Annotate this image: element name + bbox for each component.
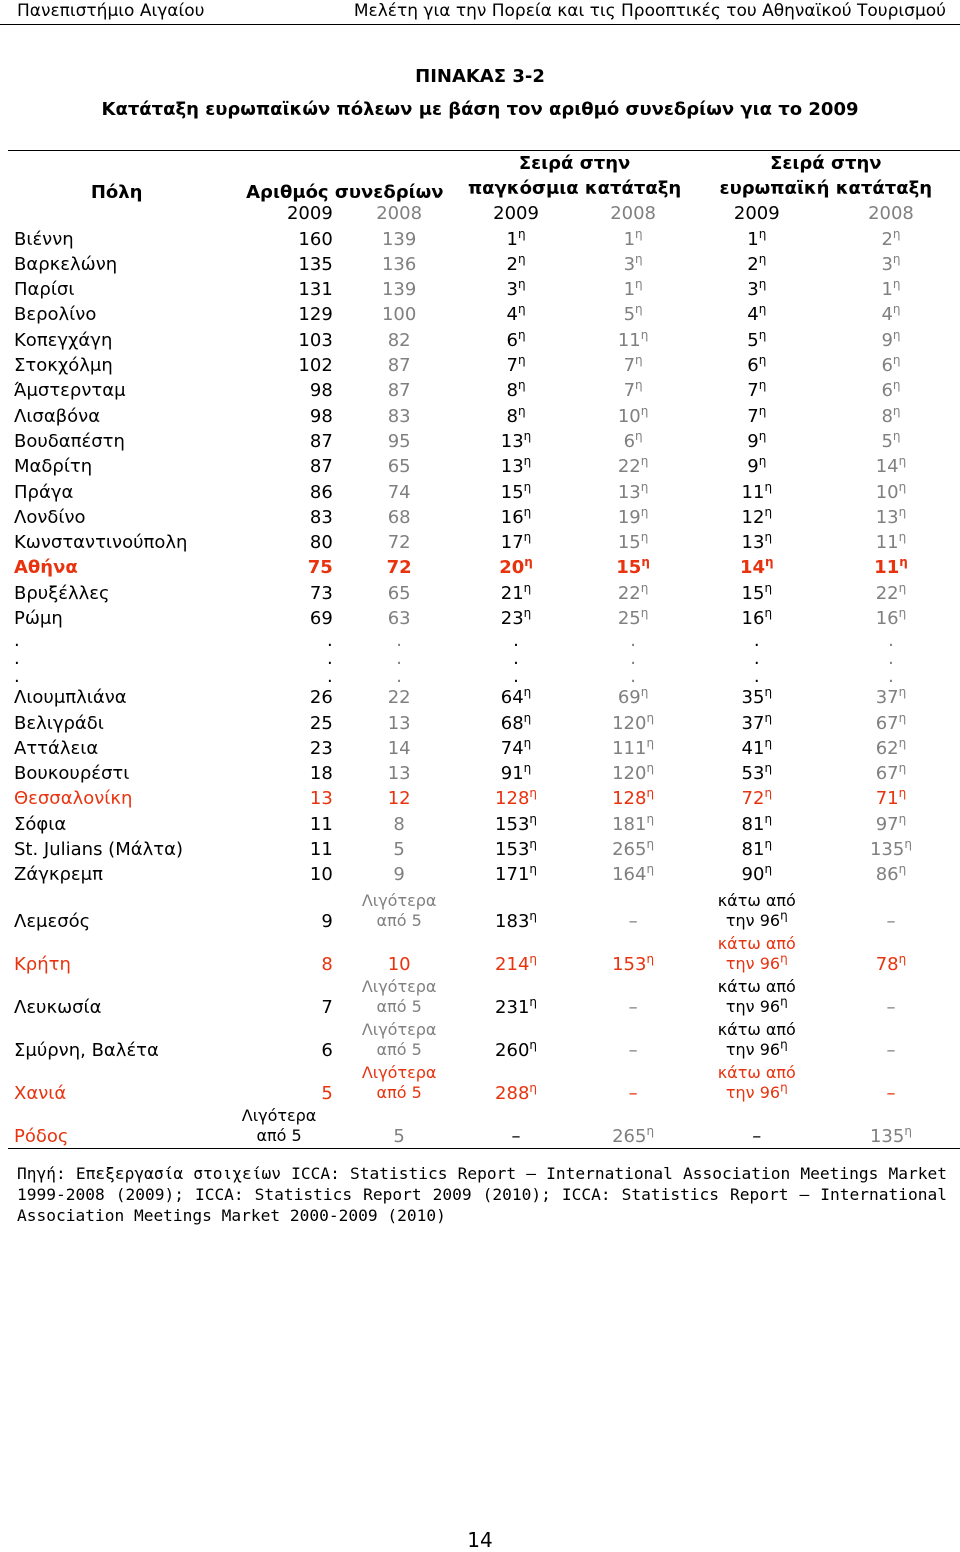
world-rank-2009: $171^\eta$ — [495, 862, 538, 886]
table-row — [8, 328, 960, 353]
city-name: Βελιγράδι — [14, 712, 104, 734]
world-rank-2009: $153^\eta$ — [495, 837, 538, 861]
running-header — [0, 0, 960, 25]
europe-rank-2009: $7^\eta$ — [747, 403, 767, 427]
world-rank-2009: $260^\eta$ — [495, 1038, 538, 1062]
city-name: Αττάλεια — [14, 737, 99, 759]
europe-rank-2008: $4^\eta$ — [881, 302, 901, 326]
count-2009: 5 — [321, 1083, 333, 1105]
europe-rank-2009: $12^\eta$ — [741, 504, 773, 528]
count-2009: 7 — [321, 997, 333, 1019]
europe-rank-2009: κάτω από την $96^\eta$ — [717, 891, 796, 931]
page-number: 14 — [467, 1528, 493, 1552]
table-row — [8, 863, 960, 888]
ellipsis-row — [8, 632, 960, 650]
city-name: Λιουμπλιάνα — [14, 687, 127, 709]
europe-rank-2008: $37^\eta$ — [875, 685, 907, 709]
europe-rank-2008: $62^\eta$ — [875, 735, 907, 759]
world-rank-2009: $4^\eta$ — [506, 302, 526, 326]
world-rank-2009: $13^\eta$ — [500, 428, 532, 452]
ellipsis-dot: . — [888, 629, 894, 651]
table-row — [8, 530, 960, 555]
city-name: Βουδαπέστη — [14, 430, 125, 452]
ellipsis-dot: . — [327, 647, 333, 669]
europe-rank-2008: $6^\eta$ — [881, 353, 901, 377]
count-2008: 22 — [387, 687, 411, 709]
world-rank-2008: $7^\eta$ — [623, 378, 643, 402]
table-row — [8, 606, 960, 631]
ellipsis-dot: . — [753, 629, 760, 651]
count-2008: 74 — [387, 481, 411, 503]
world-rank-2009: $21^\eta$ — [500, 580, 532, 604]
world-rank-2008: $22^\eta$ — [617, 580, 649, 604]
city-name: Στοκχόλμη — [14, 355, 113, 377]
world-rank-2009: $20^\eta$ — [499, 555, 533, 579]
europe-rank-2009: $13^\eta$ — [741, 530, 773, 554]
count-2008: 5 — [393, 1126, 405, 1148]
count-2008: 83 — [387, 405, 411, 427]
europe-rank-2009: $3^\eta$ — [747, 277, 767, 301]
count-2009: 98 — [309, 380, 333, 402]
europe-rank-2008: $11^\eta$ — [874, 555, 908, 579]
world-rank-2009: $128^\eta$ — [495, 786, 538, 810]
world-rank-2008: – — [628, 997, 638, 1019]
world-rank-2009: $214^\eta$ — [495, 952, 538, 976]
table-row — [8, 787, 960, 812]
table-row — [8, 581, 960, 606]
world-rank-2008: $111^\eta$ — [612, 735, 655, 759]
city-name: Ρόδος — [14, 1126, 69, 1148]
world-rank-2008: $1^\eta$ — [623, 277, 643, 301]
count-2009: 11 — [309, 813, 333, 835]
world-rank-2009: $7^\eta$ — [506, 353, 526, 377]
world-rank-2008: $10^\eta$ — [617, 403, 649, 427]
table-row — [8, 303, 960, 328]
world-rank-2009: $16^\eta$ — [500, 504, 532, 528]
europe-rank-2009: $81^\eta$ — [741, 811, 773, 835]
count-2008: 13 — [387, 712, 411, 734]
world-rank-2009: $6^\eta$ — [506, 327, 526, 351]
europe-rank-2009: $90^\eta$ — [741, 862, 773, 886]
world-rank-2009: $13^\eta$ — [500, 454, 532, 478]
europe-rank-2008: $86^\eta$ — [875, 862, 907, 886]
table-row — [8, 837, 960, 862]
count-2009: 160 — [298, 228, 333, 250]
count-2008: Λιγότερα από 5 — [361, 891, 437, 931]
europe-rank-2009: $14^\eta$ — [739, 555, 774, 579]
europe-rank-2008: $135^\eta$ — [869, 1124, 912, 1148]
europe-rank-2008: $10^\eta$ — [875, 479, 907, 503]
table-row — [8, 888, 960, 931]
count-2009: 18 — [309, 763, 333, 785]
europe-rank-2008: $1^\eta$ — [881, 277, 901, 301]
count-2008: Λιγότερα από 5 — [361, 1063, 437, 1103]
count-2009: 69 — [309, 607, 333, 629]
table-row — [8, 1103, 960, 1146]
city-name: Λευκωσία — [14, 997, 102, 1019]
ellipsis-dot: . — [327, 665, 333, 687]
count-2009: 75 — [307, 557, 333, 579]
city-name: Βιέννη — [14, 228, 74, 250]
city-name: Βρυξέλλες — [14, 582, 110, 604]
table-title: ΠΙΝΑΚΑΣ 3-2 — [415, 66, 545, 87]
count-2008: 65 — [387, 582, 411, 604]
count-2008: 72 — [386, 557, 412, 579]
ellipsis-row — [8, 650, 960, 668]
world-rank-2008: $3^\eta$ — [623, 251, 643, 275]
count-2008: Λιγότερα από 5 — [361, 977, 437, 1017]
ellipsis-dot: . — [753, 647, 760, 669]
europe-rank-2008: $78^\eta$ — [875, 952, 907, 976]
city-name: Σόφια — [14, 813, 67, 835]
count-2009: 87 — [309, 430, 333, 452]
table-row — [8, 353, 960, 378]
europe-rank-2008: – — [886, 997, 896, 1019]
europe-rank-2008: $97^\eta$ — [875, 811, 907, 835]
world-rank-2008: $128^\eta$ — [612, 786, 655, 810]
count-2008: 95 — [387, 430, 411, 452]
world-rank-2009: $8^\eta$ — [506, 403, 526, 427]
ellipsis-row — [8, 668, 960, 686]
ellipsis-dot: . — [888, 665, 894, 687]
table-row — [8, 931, 960, 974]
count-2008: 68 — [387, 506, 411, 528]
europe-rank-2008: $9^\eta$ — [881, 327, 901, 351]
ellipsis-dot: . — [630, 665, 636, 687]
europe-rank-2009: $72^\eta$ — [741, 786, 773, 810]
table-row — [8, 736, 960, 761]
header-left: Πανεπιστήμιο Αιγαίου — [17, 1, 205, 21]
table-row — [8, 974, 960, 1017]
table-row — [8, 480, 960, 505]
world-rank-2009: $17^\eta$ — [500, 530, 532, 554]
world-rank-2009: $68^\eta$ — [500, 710, 532, 734]
world-rank-2009: $231^\eta$ — [495, 995, 538, 1019]
world-rank-2009: $23^\eta$ — [500, 605, 532, 629]
ellipsis-dot: . — [513, 629, 519, 651]
year-2009-europe: 2009 — [733, 203, 780, 225]
count-2009: 10 — [309, 864, 333, 886]
europe-rank-2009: $35^\eta$ — [741, 685, 773, 709]
year-2008-europe: 2008 — [868, 203, 914, 225]
year-2008-world: 2008 — [610, 203, 656, 225]
europe-rank-2009: κάτω από την $96^\eta$ — [717, 977, 796, 1017]
ellipsis-dot: . — [396, 647, 402, 669]
europe-rank-2009: $2^\eta$ — [747, 251, 767, 275]
europe-rank-2009: κάτω από την $96^\eta$ — [717, 934, 796, 974]
world-rank-2008: $15^\eta$ — [616, 555, 650, 579]
europe-rank-2009: κάτω από την $96^\eta$ — [717, 1020, 796, 1060]
count-2008: 12 — [387, 788, 411, 810]
table-row — [8, 379, 960, 404]
europe-rank-2008: – — [886, 911, 896, 933]
col-count: Αριθμός συνεδρίων — [246, 181, 444, 203]
year-2009-count: 2009 — [286, 203, 333, 225]
city-name: Βερολίνο — [14, 304, 97, 326]
world-rank-2008: $153^\eta$ — [612, 952, 655, 976]
europe-rank-2009: $9^\eta$ — [747, 454, 767, 478]
world-rank-2009: $1^\eta$ — [506, 226, 526, 250]
europe-rank-2008: $14^\eta$ — [875, 454, 907, 478]
city-name: Παρίσι — [14, 279, 75, 301]
col-europe-1: Σειρά στην — [770, 152, 882, 174]
count-2009: 73 — [309, 582, 333, 604]
europe-rank-2009: $53^\eta$ — [741, 761, 773, 785]
count-2009: 6 — [321, 1040, 333, 1062]
count-2009: 131 — [298, 279, 333, 301]
europe-rank-2008: $135^\eta$ — [869, 837, 912, 861]
world-rank-2009: $153^\eta$ — [495, 811, 538, 835]
world-rank-2008: $13^\eta$ — [617, 479, 649, 503]
world-rank-2008: – — [628, 1040, 638, 1062]
table-row — [8, 1017, 960, 1060]
world-rank-2008: $1^\eta$ — [623, 226, 643, 250]
table-subtitle: Κατάταξη ευρωπαϊκών πόλεων με βάση τον αριθμό συνεδρίων για το 2009 — [101, 99, 859, 120]
count-2008: 65 — [387, 456, 411, 478]
count-2009: 86 — [309, 481, 333, 503]
ellipsis-dot: . — [888, 647, 894, 669]
year-2009-world: 2009 — [493, 203, 539, 225]
city-name: Βουκουρέστι — [14, 763, 130, 785]
world-rank-2008: $19^\eta$ — [617, 504, 649, 528]
table-row — [8, 404, 960, 429]
count-2008: 87 — [387, 380, 411, 402]
europe-rank-2008: – — [886, 1040, 896, 1062]
count-2009: 13 — [309, 788, 333, 810]
europe-rank-2009: $81^\eta$ — [741, 837, 773, 861]
europe-rank-2008: $6^\eta$ — [881, 378, 901, 402]
count-2009: 102 — [298, 355, 333, 377]
europe-rank-2008: $71^\eta$ — [875, 786, 907, 810]
count-2008: 10 — [387, 954, 411, 976]
ellipsis-dot: . — [14, 629, 20, 651]
europe-rank-2008: $5^\eta$ — [881, 428, 901, 452]
table-row — [8, 762, 960, 787]
col-city: Πόλη — [90, 181, 143, 203]
ranking-table — [8, 150, 960, 1149]
ellipsis-dot: . — [396, 629, 402, 651]
europe-rank-2009: $15^\eta$ — [741, 580, 773, 604]
world-rank-2008: $265^\eta$ — [612, 837, 655, 861]
table-row — [8, 556, 960, 581]
count-2008: 13 — [387, 763, 411, 785]
count-2009: 87 — [309, 456, 333, 478]
count-2009: 8 — [321, 954, 333, 976]
city-name: Ρώμη — [14, 607, 63, 629]
table-row — [8, 711, 960, 736]
europe-rank-2009: $9^\eta$ — [747, 428, 767, 452]
europe-rank-2008: $67^\eta$ — [875, 761, 907, 785]
city-name: Αθήνα — [14, 557, 78, 579]
europe-rank-2009: $6^\eta$ — [747, 353, 767, 377]
world-rank-2009: $2^\eta$ — [506, 251, 526, 275]
header-right: Μελέτη για την Πορεία και τις Προοπτικές του Αθηναϊκού Τουρισμού — [353, 1, 946, 21]
city-name: Λισαβόνα — [14, 405, 101, 427]
ellipsis-dot: . — [513, 665, 519, 687]
col-world-2: παγκόσμια κατάταξη — [467, 177, 682, 199]
world-rank-2008: $120^\eta$ — [612, 710, 655, 734]
europe-rank-2008: $13^\eta$ — [875, 504, 907, 528]
city-name: Άμστερνταμ — [14, 380, 126, 402]
count-2008: 87 — [387, 355, 411, 377]
count-2009: Λιγότερα από 5 — [241, 1106, 317, 1146]
world-rank-2009: $3^\eta$ — [506, 277, 526, 301]
world-rank-2008: $265^\eta$ — [612, 1124, 655, 1148]
table-body — [8, 227, 960, 1149]
world-rank-2008: $22^\eta$ — [617, 454, 649, 478]
table-row — [8, 252, 960, 277]
count-2009: 26 — [309, 687, 333, 709]
europe-rank-2008: $22^\eta$ — [875, 580, 907, 604]
city-name: Λεμεσός — [14, 911, 91, 933]
city-name: Κωνσταντινούπολη — [14, 532, 188, 554]
world-rank-2009: $91^\eta$ — [500, 761, 532, 785]
count-2008: 136 — [381, 253, 417, 275]
world-rank-2009: $74^\eta$ — [500, 735, 532, 759]
city-name: Βαρκελώνη — [14, 253, 118, 275]
europe-rank-2009: $11^\eta$ — [741, 479, 773, 503]
count-2009: 135 — [298, 253, 333, 275]
world-rank-2009: $8^\eta$ — [506, 378, 526, 402]
europe-rank-2008: $3^\eta$ — [881, 251, 901, 275]
col-europe-2: ευρωπαϊκή κατάταξη — [719, 177, 933, 199]
europe-rank-2009: $1^\eta$ — [747, 226, 767, 250]
count-2008: Λιγότερα από 5 — [361, 1020, 437, 1060]
world-rank-2008: $5^\eta$ — [623, 302, 643, 326]
ellipsis-dot: . — [396, 665, 402, 687]
europe-rank-2009: $37^\eta$ — [741, 710, 773, 734]
table-row — [8, 1060, 960, 1103]
ellipsis-dot: . — [630, 647, 636, 669]
europe-rank-2008: $11^\eta$ — [875, 530, 907, 554]
europe-rank-2008: $2^\eta$ — [881, 226, 901, 250]
city-name: Ζάγκρεμπ — [14, 864, 103, 886]
count-2008: 63 — [387, 607, 411, 629]
europe-rank-2008: – — [886, 1083, 896, 1105]
table-row — [8, 227, 960, 252]
world-rank-2008: $6^\eta$ — [623, 428, 643, 452]
world-rank-2009: $288^\eta$ — [495, 1081, 538, 1105]
count-2009: 11 — [309, 839, 333, 861]
count-2009: 129 — [298, 304, 333, 326]
count-2008: 139 — [381, 228, 417, 250]
city-name: Κρήτη — [14, 954, 71, 976]
europe-rank-2009: $4^\eta$ — [747, 302, 767, 326]
table-row — [8, 429, 960, 454]
ellipsis-dot: . — [14, 665, 20, 687]
europe-rank-2009: κάτω από την $96^\eta$ — [717, 1063, 796, 1103]
ellipsis-dot: . — [630, 629, 636, 651]
world-rank-2008: $7^\eta$ — [623, 353, 643, 377]
europe-rank-2009: $41^\eta$ — [741, 735, 773, 759]
table-row — [8, 505, 960, 530]
count-2008: 139 — [381, 279, 417, 301]
europe-rank-2008: $67^\eta$ — [875, 710, 907, 734]
europe-rank-2009: $16^\eta$ — [741, 605, 773, 629]
count-2009: 25 — [309, 712, 333, 734]
year-2008-count: 2008 — [376, 203, 423, 225]
world-rank-2008: $15^\eta$ — [617, 530, 649, 554]
table-row — [8, 686, 960, 711]
count-2008: 100 — [381, 304, 417, 326]
col-world-1: Σειρά στην — [518, 152, 631, 174]
ellipsis-dot: . — [14, 647, 20, 669]
count-2008: 14 — [387, 737, 411, 759]
world-rank-2008: $11^\eta$ — [617, 327, 649, 351]
world-rank-2009: $15^\eta$ — [500, 479, 532, 503]
count-2009: 80 — [309, 532, 333, 554]
city-name: St. Julians (Μάλτα) — [14, 839, 183, 861]
ellipsis-dot: . — [753, 665, 760, 687]
count-2008: 72 — [387, 532, 411, 554]
count-2008: 5 — [393, 839, 405, 861]
world-rank-2008: – — [628, 1083, 638, 1105]
world-rank-2009: $183^\eta$ — [495, 909, 538, 933]
count-2009: 83 — [309, 506, 333, 528]
city-name: Λονδίνο — [14, 506, 86, 528]
ellipsis-dot: . — [327, 629, 333, 651]
city-name: Σμύρνη, Βαλέτα — [14, 1040, 159, 1062]
city-name: Κοπεγχάγη — [14, 329, 113, 351]
europe-rank-2008: $8^\eta$ — [881, 403, 901, 427]
city-name: Θεσσαλονίκη — [14, 788, 133, 810]
europe-rank-2009: $5^\eta$ — [747, 327, 767, 351]
count-2009: 98 — [309, 405, 333, 427]
world-rank-2008: $69^\eta$ — [617, 685, 649, 709]
count-2009: 9 — [321, 911, 333, 933]
city-name: Χανιά — [14, 1083, 67, 1105]
table-row — [8, 455, 960, 480]
ellipsis-dot: . — [513, 647, 519, 669]
world-rank-2008: $164^\eta$ — [612, 862, 655, 886]
count-2008: 8 — [393, 813, 405, 835]
europe-rank-2008: $16^\eta$ — [875, 605, 907, 629]
count-2009: 103 — [298, 329, 333, 351]
count-2008: 82 — [387, 329, 411, 351]
count-2008: 9 — [393, 864, 405, 886]
city-name: Πράγα — [14, 481, 74, 503]
world-rank-2008: $120^\eta$ — [612, 761, 655, 785]
source-note: Πηγή: Επεξεργασία στοιχείων ICCA: Statistics Report – International Association Meetings Market 1999-2008 (2009); ICCA: Statistics Report 2009 (2010); ICCA: Statistics Report – International Association Meetings Market 2000-2009 (2010) — [17, 1164, 947, 1225]
world-rank-2008: $25^\eta$ — [617, 605, 649, 629]
table-row — [8, 277, 960, 302]
table-row — [8, 812, 960, 837]
world-rank-2008: – — [628, 911, 638, 933]
europe-rank-2009: – — [752, 1126, 762, 1148]
world-rank-2009: $64^\eta$ — [500, 685, 532, 709]
europe-rank-2009: $7^\eta$ — [747, 378, 767, 402]
city-name: Μαδρίτη — [14, 456, 93, 478]
world-rank-2009: – — [511, 1126, 521, 1148]
world-rank-2008: $181^\eta$ — [612, 811, 655, 835]
count-2009: 23 — [309, 737, 333, 759]
